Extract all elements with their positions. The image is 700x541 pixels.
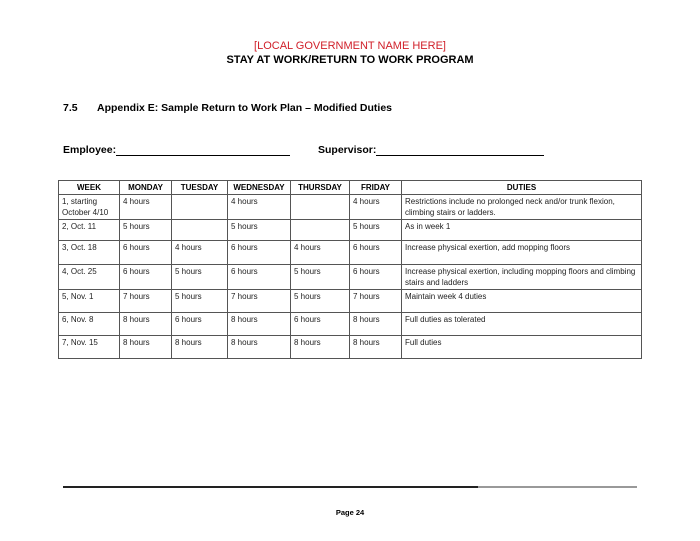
column-header-tuesday: TUESDAY	[172, 181, 228, 195]
column-header-friday: FRIDAY	[350, 181, 402, 195]
cell-wednesday: 7 hours	[228, 290, 291, 313]
cell-friday: 6 hours	[350, 265, 402, 290]
cell-week: 4, Oct. 25	[59, 265, 120, 290]
cell-week: 7, Nov. 15	[59, 336, 120, 359]
cell-thursday	[291, 220, 350, 241]
employee-signature-line	[63, 144, 290, 156]
cell-tuesday	[172, 195, 228, 220]
cell-wednesday: 8 hours	[228, 313, 291, 336]
table-header-row	[59, 181, 642, 195]
section-heading	[63, 102, 392, 114]
cell-monday: 6 hours	[120, 265, 172, 290]
cell-friday: 8 hours	[350, 313, 402, 336]
supervisor-blank-field	[376, 145, 544, 156]
cell-duties: Restrictions include no prolonged neck and/or trunk flexion, climbing stairs or ladders.	[402, 195, 642, 220]
section-title: Appendix E: Sample Return to Work Plan – Modified Duties	[97, 102, 393, 114]
cell-thursday: 5 hours	[291, 265, 350, 290]
cell-thursday	[291, 195, 350, 220]
cell-monday: 8 hours	[120, 313, 172, 336]
supervisor-label: Supervisor:	[318, 144, 377, 156]
cell-duties: As in week 1	[402, 220, 642, 241]
cell-friday: 5 hours	[350, 220, 402, 241]
cell-thursday: 5 hours	[291, 290, 350, 313]
cell-tuesday: 6 hours	[172, 313, 228, 336]
column-header-duties: DUTIES	[402, 181, 642, 195]
employee-label: Employee:	[63, 144, 117, 156]
supervisor-signature-line	[318, 144, 544, 156]
footer-divider	[63, 486, 637, 488]
cell-week: 1, starting October 4/10	[59, 195, 120, 220]
cell-tuesday: 8 hours	[172, 336, 228, 359]
return-to-work-plan-table	[58, 180, 642, 359]
table-row	[59, 290, 642, 313]
table-row	[59, 265, 642, 290]
table-row	[59, 313, 642, 336]
cell-duties: Full duties	[402, 336, 642, 359]
cell-duties: Increase physical exertion, add mopping floors	[402, 241, 642, 265]
cell-week: 2, Oct. 11	[59, 220, 120, 241]
cell-friday: 7 hours	[350, 290, 402, 313]
cell-wednesday: 8 hours	[228, 336, 291, 359]
cell-duties: Increase physical exertion, including mopping floors and climbing stairs and ladders	[402, 265, 642, 290]
cell-tuesday: 4 hours	[172, 241, 228, 265]
cell-thursday: 8 hours	[291, 336, 350, 359]
cell-monday: 6 hours	[120, 241, 172, 265]
cell-tuesday: 5 hours	[172, 265, 228, 290]
column-header-week: WEEK	[59, 181, 120, 195]
cell-duties: Full duties as tolerated	[402, 313, 642, 336]
employee-blank-field	[116, 145, 290, 156]
table-row	[59, 336, 642, 359]
cell-friday: 6 hours	[350, 241, 402, 265]
cell-monday: 4 hours	[120, 195, 172, 220]
cell-friday: 4 hours	[350, 195, 402, 220]
cell-monday: 5 hours	[120, 220, 172, 241]
cell-week: 3, Oct. 18	[59, 241, 120, 265]
cell-tuesday	[172, 220, 228, 241]
cell-thursday: 6 hours	[291, 313, 350, 336]
table-row	[59, 195, 642, 220]
table-row	[59, 241, 642, 265]
cell-thursday: 4 hours	[291, 241, 350, 265]
program-title: STAY AT WORK/RETURN TO WORK PROGRAM	[226, 54, 474, 66]
cell-friday: 8 hours	[350, 336, 402, 359]
org-name-placeholder: [LOCAL GOVERNMENT NAME HERE]	[254, 40, 446, 52]
column-header-wednesday: WEDNESDAY	[228, 181, 291, 195]
cell-week: 6, Nov. 8	[59, 313, 120, 336]
section-number: 7.5	[63, 102, 78, 114]
cell-monday: 8 hours	[120, 336, 172, 359]
table-row	[59, 220, 642, 241]
column-header-monday: MONDAY	[120, 181, 172, 195]
cell-week: 5, Nov. 1	[59, 290, 120, 313]
cell-wednesday: 6 hours	[228, 241, 291, 265]
cell-wednesday: 6 hours	[228, 265, 291, 290]
cell-tuesday: 5 hours	[172, 290, 228, 313]
footer-divider-dark-segment	[63, 486, 478, 488]
column-header-thursday: THURSDAY	[291, 181, 350, 195]
cell-wednesday: 4 hours	[228, 195, 291, 220]
cell-monday: 7 hours	[120, 290, 172, 313]
cell-wednesday: 5 hours	[228, 220, 291, 241]
footer-divider-light-segment	[478, 486, 637, 488]
page-number: Page 24	[335, 508, 365, 517]
cell-duties: Maintain week 4 duties	[402, 290, 642, 313]
